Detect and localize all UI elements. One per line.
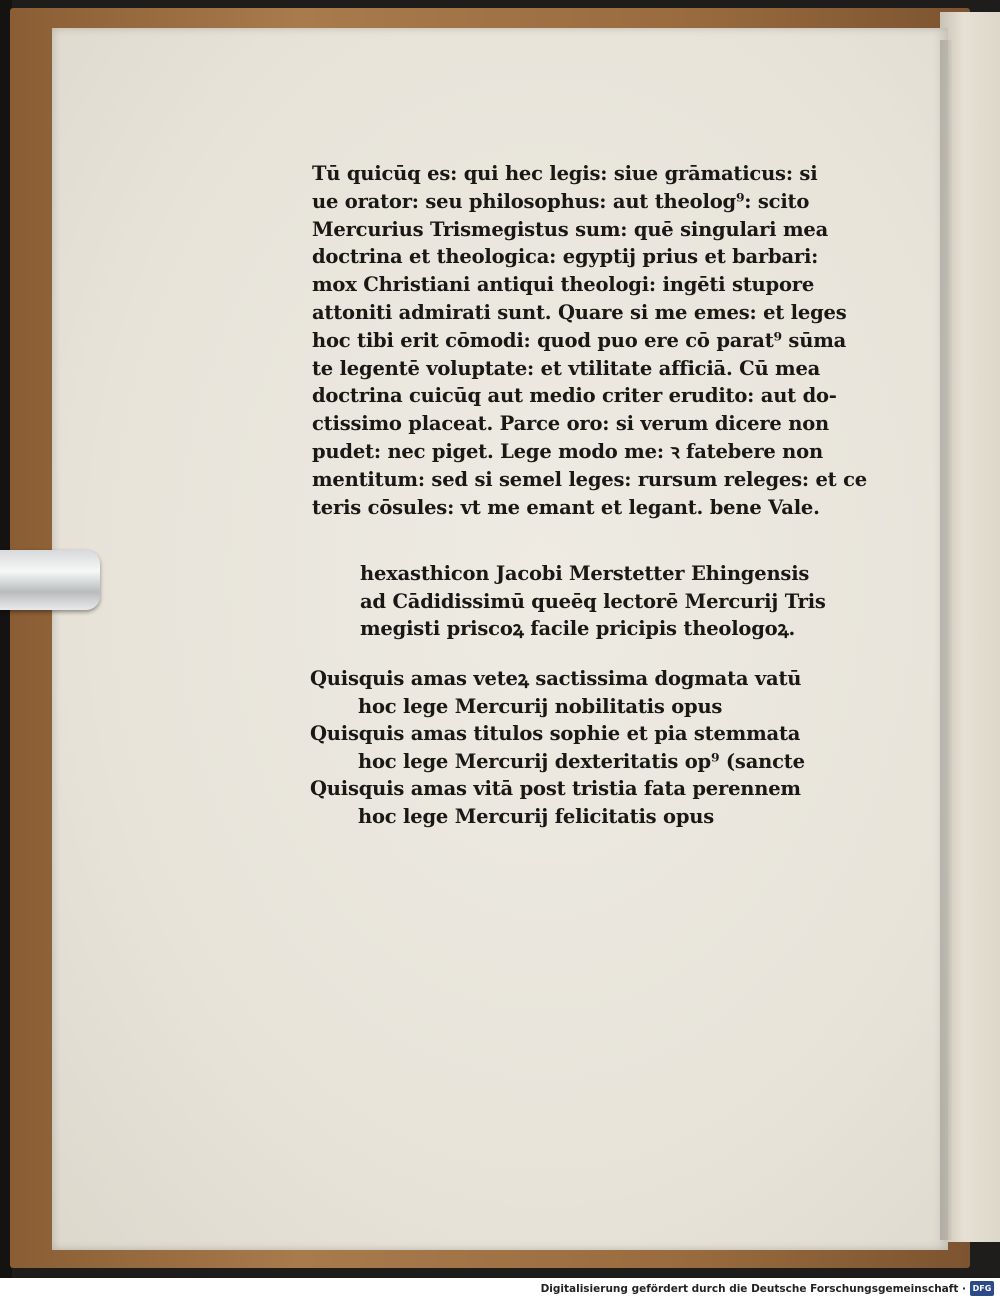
verse-block	[310, 665, 850, 831]
preface-line: pudet: nec piget. Lege modo me: ꝛ fatebere non	[312, 439, 823, 463]
preface-line: doctrina cuicūq̧ aut medio criter erudito: aut do-	[312, 384, 837, 408]
hexastichon-line: megisti priscoꝝ facile pricipis theologoꝝ.	[360, 617, 796, 640]
verse-line: Quisquis amas vitā post tristia fata perennem	[310, 777, 801, 801]
verse-line: hoc lege Mercurij nobilitatis opus	[358, 694, 723, 718]
preface-line: te legentē voluptate: et vtilitate afficiā. Cū mea	[312, 356, 821, 380]
footer-bar	[0, 1278, 1000, 1300]
preface-line: hoc tibi erit cōmodi: quod puo ere cō parat⁹ sūma	[312, 328, 847, 352]
hexastichon-line: hexasthicon Jacobi Merstetter Ehingensis	[360, 562, 810, 585]
preface-line: mentitum: sed si semel leges: rursum releges: et ce	[312, 467, 867, 491]
preface-line: Tū quicūq̧ es: qui hec legis: siue grāmaticus: si	[312, 162, 818, 185]
hexastichon-heading	[360, 560, 860, 643]
preface-line: ctissimo placeat. Parce oro: si verum dicere non	[312, 412, 829, 436]
preface-line: mox Christiani antiqui theologi: ingēti stupore	[312, 273, 815, 297]
preface-line: ue orator: seu philosophus: aut theolog⁹: scito	[312, 189, 810, 213]
preface-line: attoniti admirati sunt. Quare si me emes: et leges	[312, 300, 847, 324]
funding-credit: Digitalisierung gefördert durch die Deutsche Forschungsgemeinschaft ·	[540, 1283, 966, 1295]
page-gutter-shadow	[940, 40, 952, 1240]
preface-line: doctrina et theologica: egyptij prius et barbari:	[312, 245, 819, 269]
verse-line: hoc lege Mercurij felicitatis opus	[358, 804, 715, 828]
glass-weight-rod	[0, 550, 100, 610]
dfg-logo-icon: DFG	[970, 1281, 994, 1296]
preface-line: teris cōsules: vt me emant et legant. bene Vale.	[312, 495, 820, 519]
preface-text-block	[312, 160, 867, 521]
verse-line: hoc lege Mercurij dexteritatis op⁹ (sancte	[358, 749, 805, 773]
verse-line: Quisquis amas titulos sophie et pia stemmata	[310, 722, 801, 746]
preface-line: Mercurius Trismegistus sum: quē singulari mea	[312, 217, 829, 241]
hexastichon-line: ad Cādidissimū queēq̧ lectorē Mercurij Tris	[360, 589, 826, 613]
verse-line: Quisquis amas veteꝝ sactissima dogmata vatū	[310, 667, 802, 690]
